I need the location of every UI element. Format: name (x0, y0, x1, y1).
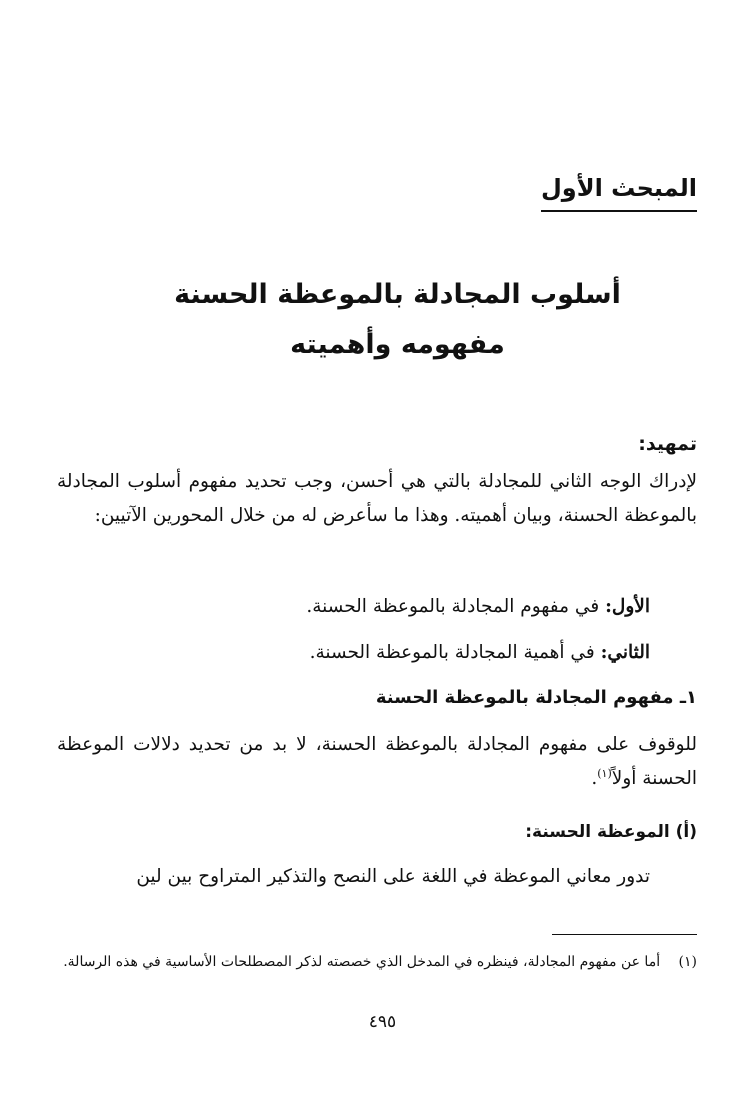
page-number: ٤٩٥ (368, 1012, 397, 1032)
footnote (57, 948, 697, 976)
subsection-paragraph: تدور معاني الموعظة في اللغة على النصح والتذكير المتراوح بين لين (136, 866, 650, 887)
axis-item-first (306, 590, 650, 624)
title-line-2: مفهومه وأهميته (290, 329, 505, 360)
paragraph-end: . (591, 768, 598, 789)
section-heading: ١ـ مفهوم المجادلة بالموعظة الحسنة (375, 687, 697, 708)
section-paragraph (57, 728, 697, 796)
footnote-reference: (١) (597, 766, 612, 780)
intro-label: تمهيد: (638, 433, 697, 455)
subsection-heading: (أ) الموعظة الحسنة: (525, 822, 697, 842)
footnote-number: (١) (678, 954, 697, 970)
section-label: المبحث الأول (541, 168, 697, 212)
intro-paragraph: لإدراك الوجه الثاني للمجادلة بالتي هي أحسن، وجب تحديد مفهوم أسلوب المجادلة بالموعظة الحسنة، وبيان أهميته. وهذا ما سأعرض له من خلال المحورين الآتيين: (57, 471, 697, 526)
axis-item-second (310, 636, 650, 670)
chapter-title (0, 270, 755, 370)
section-paragraph-text: للوقوف على مفهوم المجادلة بالموعظة الحسنة، لا بد من تحديد دلالات الموعظة الحسنة أولاً (57, 734, 697, 789)
footnote-text: أما عن مفهوم المجادلة، فينظره في المدخل الذي خصصته لذكر المصطلحات الأساسية في هذه الرسالة. (63, 954, 661, 970)
title-line-1: أسلوب المجادلة بالموعظة الحسنة (174, 279, 621, 310)
axis-text: في أهمية المجادلة بالموعظة الحسنة. (309, 642, 595, 663)
footnote-divider (552, 934, 697, 935)
axis-text: في مفهوم المجادلة بالموعظة الحسنة. (306, 596, 600, 617)
axis-label: الأول: (605, 596, 650, 617)
axis-label: الثاني: (600, 642, 650, 663)
